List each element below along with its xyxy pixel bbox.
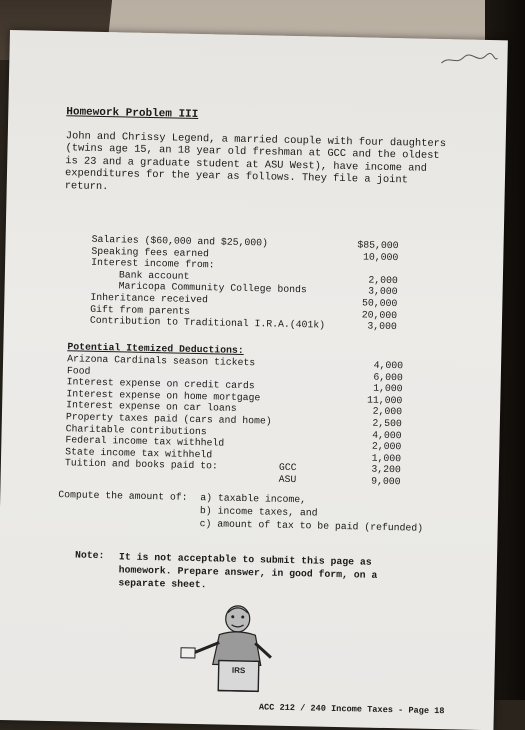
compute-item-b: b) income taxes, and (200, 505, 318, 519)
note-label: Note: (75, 549, 105, 561)
compute-item-c: c) amount of tax to be paid (refunded) (200, 518, 424, 535)
irs-cartoon (174, 602, 296, 699)
deduction-label: Charitable contributions (66, 423, 207, 438)
page-footer: ACC 212 / 240 Income Taxes - Page 18 (259, 702, 445, 716)
deduction-label: Food (67, 365, 91, 377)
income-label: Bank account (119, 269, 190, 282)
income-amount: 2,000 (338, 274, 398, 287)
note-text: It is not acceptable to submit this page as homework. Prepare answer, in good form, on a separate sheet. (118, 550, 409, 595)
deduction-amount: 2,000 (341, 440, 401, 453)
deduction-amount: 1,000 (341, 452, 401, 465)
deduction-amount: 4,000 (341, 429, 401, 442)
deduction-amount: 3,200 (341, 463, 401, 476)
income-label: Maricopa Community College bonds (119, 281, 307, 297)
income-label: Gift from parents (90, 303, 190, 317)
deduction-amount: 9,000 (341, 475, 401, 488)
deduction-label: Interest expense on car loans (66, 400, 237, 416)
deduction-label: Federal income tax withheld (65, 434, 224, 449)
irs-box-label: IRS (232, 666, 246, 675)
income-label: Speaking fees earned (91, 245, 209, 259)
income-label: Contribution to Traditional I.R.A.(401k) (90, 315, 325, 332)
income-amount: 3,000 (337, 285, 397, 298)
income-amount: 10,000 (338, 251, 398, 264)
deduction-amount: 4,000 (343, 359, 403, 372)
income-amount: $85,000 (338, 239, 398, 252)
deduction-label: Tuition and books paid to: (65, 458, 218, 473)
deduction-label: Interest expense on home mortgage (66, 388, 260, 404)
compute-lead: Compute the amount of: (58, 489, 188, 504)
document-content (66, 106, 486, 115)
deduction-amount: 2,500 (342, 417, 402, 430)
document-page (0, 30, 508, 730)
income-label: Interest income from: (91, 257, 215, 272)
deduction-amount: 1,000 (342, 382, 402, 395)
compute-item-a: a) taxable income, (200, 492, 306, 506)
deduction-amount: 2,000 (342, 405, 402, 418)
income-amount: 20,000 (337, 309, 397, 322)
problem-title: Homework Problem III (66, 106, 198, 121)
deduction-sublabel: GCC (279, 462, 297, 474)
deduction-sublabel: ASU (279, 474, 297, 486)
deduction-label: State income tax withheld (65, 446, 212, 461)
deduction-label: Interest expense on credit cards (67, 376, 255, 392)
deduction-label: Property taxes paid (cars and home) (66, 411, 272, 427)
deductions-heading: Potential Itemized Deductions: (67, 341, 244, 356)
income-amount: 50,000 (337, 297, 397, 310)
income-amount: 3,000 (337, 320, 397, 333)
income-label: Salaries ($60,000 and $25,000) (91, 234, 268, 250)
income-label: Inheritance received (90, 292, 208, 306)
problem-intro: John and Chrissy Legend, a married couple with four daughters (twins age 15, an 18 year old freshman at GCC and the oldest is 23 and a graduate student at ASU West), have income and expenditures for the year as follows. They file a joint return. (65, 130, 451, 200)
deduction-amount: 11,000 (342, 394, 402, 407)
deduction-amount: 6,000 (343, 371, 403, 384)
handwritten-mark (439, 49, 499, 70)
deduction-label: Arizona Cardinals season tickets (67, 353, 255, 369)
